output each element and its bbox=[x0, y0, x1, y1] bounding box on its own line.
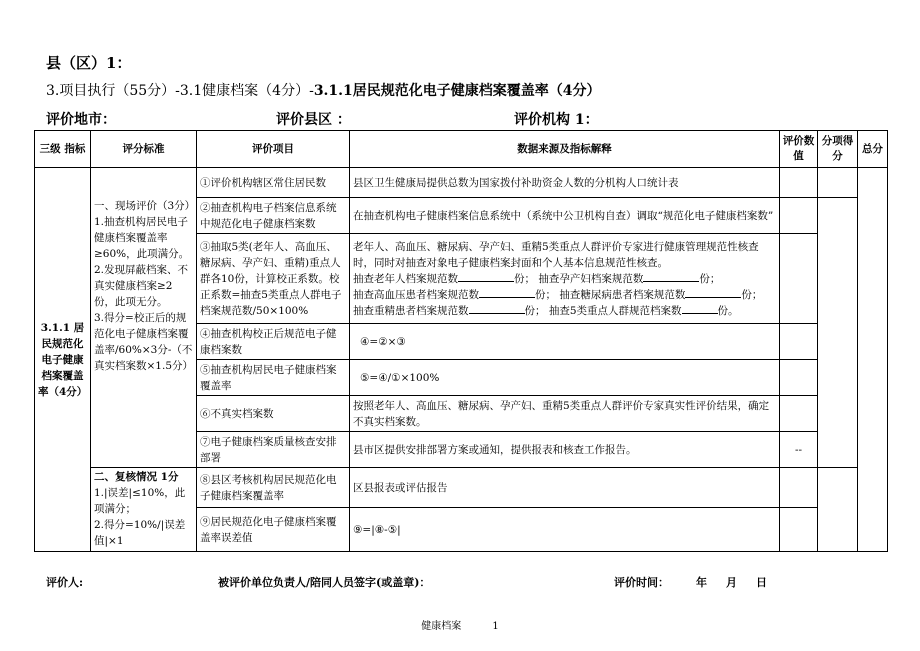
page-footer bbox=[0, 617, 920, 632]
item-cell: ③抽取5类(老年人、高血压、糖尿病、孕产妇、重精)重点人群各10份，计算校正系数。校正系数=抽查5类重点人群电子档案规范数/50×100% bbox=[197, 234, 350, 324]
item-cell: ⑤抽查机构居民电子健康档案覆盖率 bbox=[197, 360, 350, 396]
signature-label: 被评价单位负责人/陪同人员签字(或盖章)： bbox=[218, 576, 431, 589]
fill-blank[interactable] bbox=[469, 303, 525, 314]
eval-city-label: 评价地市： bbox=[46, 112, 116, 128]
value-cell[interactable] bbox=[780, 508, 818, 552]
source-line-label: 抽查重精患者档案规范数 bbox=[353, 304, 469, 317]
value-cell[interactable] bbox=[780, 360, 818, 396]
fill-blank[interactable] bbox=[685, 287, 741, 298]
source-line-unit: 份； bbox=[524, 304, 546, 317]
value-cell[interactable] bbox=[780, 198, 818, 234]
source-line-unit: 份。 bbox=[717, 304, 739, 317]
standard-review-rule-1: 1.|误差|≤10%，此项满分； bbox=[94, 487, 186, 515]
source-cell: 按照老年人、高血压、糖尿病、孕产妇、重精5类重点人群评价专家真实性评价结果，确定不真实档案数。 bbox=[350, 396, 780, 432]
source-line-unit: 份； bbox=[535, 288, 556, 301]
tier3-indicator-cell: 3.1.1 居民规范化电子健康档案覆盖率（4分） bbox=[35, 168, 91, 552]
document-title bbox=[46, 80, 601, 100]
source-line-label: 抽查糖尿病患者档案规范数 bbox=[559, 288, 686, 301]
header-tier3: 三级 指标 bbox=[35, 131, 91, 168]
item-score-cell[interactable] bbox=[818, 468, 858, 552]
header-value: 评价数值 bbox=[780, 131, 818, 168]
source-line-label: 抽查5类重点人群规范档案数 bbox=[548, 304, 682, 317]
source-cell: ⑨=|⑧-⑤| bbox=[350, 508, 780, 552]
item-cell: ⑦电子健康档案质量核查安排部署 bbox=[197, 432, 350, 468]
page-number: 1 bbox=[492, 621, 499, 632]
value-cell[interactable] bbox=[780, 168, 818, 198]
eval-time-label: 评价时间： bbox=[614, 576, 669, 589]
source-line-unit: 份； bbox=[699, 272, 721, 285]
standard-review-title: 二、复核情况 1分 bbox=[94, 471, 179, 483]
title-indicator: 3.1.1居民规范化电子健康档案覆盖率（4分） bbox=[313, 83, 601, 99]
standard-onsite-rule-1: 1.抽查机构居民电子健康档案覆盖率≥60%，此项满分。 bbox=[94, 216, 190, 260]
value-cell[interactable] bbox=[780, 324, 818, 360]
standard-onsite-cell bbox=[91, 168, 197, 468]
evaluator-label: 评价人: bbox=[46, 576, 84, 589]
item-score-cell[interactable] bbox=[818, 198, 858, 468]
source-line-1 bbox=[353, 271, 776, 287]
eval-county-label: 评价县区 ： bbox=[276, 112, 351, 128]
value-cell[interactable] bbox=[780, 468, 818, 508]
standard-onsite-title: 一、现场评价（3分） bbox=[94, 200, 196, 212]
standard-onsite-rule-3: 3.得分=校正后的规范化电子健康档案覆盖率/60%×3分-（不真实档案数×1.5分） bbox=[94, 312, 193, 372]
standard-onsite-rule-2: 2.发现屏蔽档案、不真实健康档案≥2份，此项无分。 bbox=[94, 264, 189, 308]
fill-blank[interactable] bbox=[458, 271, 514, 282]
source-line-2 bbox=[353, 287, 776, 303]
source-line-unit: 份； bbox=[741, 288, 763, 301]
table-row bbox=[35, 168, 888, 198]
item-cell: ②抽查机构电子档案信息系统中规范化电子健康档案数 bbox=[197, 198, 350, 234]
total-score-cell[interactable] bbox=[858, 168, 888, 552]
header-total: 总分 bbox=[858, 131, 888, 168]
item-cell: ①评价机构辖区常住居民数 bbox=[197, 168, 350, 198]
item-cell: ⑨居民规范化电子健康档案覆盖率误差值 bbox=[197, 508, 350, 552]
item-cell: ⑧县区考核机构居民规范化电子健康档案覆盖率 bbox=[197, 468, 350, 508]
day-label: 日 bbox=[756, 576, 767, 589]
source-line-3 bbox=[353, 303, 776, 319]
source-cell: ④=②×③ bbox=[350, 324, 780, 360]
source-line-label: 抽查高血压患者档案规范数 bbox=[353, 288, 479, 301]
value-cell[interactable] bbox=[780, 234, 818, 324]
source-line-label: 抽查老年人档案规范数 bbox=[353, 272, 458, 285]
standard-review-rule-2: 2.得分=10%/|误差值|×1 bbox=[94, 519, 186, 547]
county-label: 县（区）1： bbox=[46, 54, 132, 72]
table-header-row bbox=[35, 131, 888, 168]
header-item-score: 分项得分 bbox=[818, 131, 858, 168]
source-cell: 区县报表或评估报告 bbox=[350, 468, 780, 508]
standard-review-cell bbox=[91, 468, 197, 552]
item-cell: ⑥不真实档案数 bbox=[197, 396, 350, 432]
item-cell: ④抽查机构校正后规范电子健康档案数 bbox=[197, 324, 350, 360]
source-cell bbox=[350, 234, 780, 324]
header-source: 数据来源及指标解释 bbox=[350, 131, 780, 168]
fill-blank[interactable] bbox=[682, 303, 718, 314]
title-prefix: 3.项目执行（55分）-3.1健康档案（4分）- bbox=[46, 83, 314, 99]
source-cell: 县区卫生健康局提供总数为国家拨付补助资金人数的分机构人口统计表 bbox=[350, 168, 780, 198]
fill-blank[interactable] bbox=[643, 271, 699, 282]
value-cell[interactable] bbox=[780, 396, 818, 432]
source-cell: 在抽查机构电子健康档案信息系统中（系统中公卫机构自查）调取“规范化电子健康档案数” bbox=[350, 198, 780, 234]
table-row bbox=[35, 468, 888, 508]
source-line-label: 抽查孕产妇档案规范数 bbox=[538, 272, 644, 285]
header-standard: 评分标准 bbox=[91, 131, 197, 168]
evaluation-table bbox=[34, 130, 888, 552]
month-label: 月 bbox=[726, 576, 737, 589]
year-label: 年 bbox=[696, 576, 707, 589]
item-score-cell[interactable] bbox=[818, 168, 858, 198]
source-line-unit: 份； bbox=[514, 272, 535, 285]
source-cell: ⑤=④/①×100% bbox=[350, 360, 780, 396]
value-cell[interactable]: -- bbox=[780, 432, 818, 468]
eval-org-label: 评价机构 1： bbox=[514, 112, 599, 128]
fill-blank[interactable] bbox=[479, 287, 535, 298]
source-intro: 老年人、高血压、糖尿病、孕产妇、重精5类重点人群评价专家进行健康管理规范性核查时，同时对抽查对象电子健康档案封面和个人基本信息规范性核查。 bbox=[353, 240, 759, 269]
footer-section-label: 健康档案 bbox=[421, 621, 462, 632]
header-item: 评价项目 bbox=[197, 131, 350, 168]
source-cell: 县市区提供安排部署方案或通知，提供报表和核查工作报告。 bbox=[350, 432, 780, 468]
